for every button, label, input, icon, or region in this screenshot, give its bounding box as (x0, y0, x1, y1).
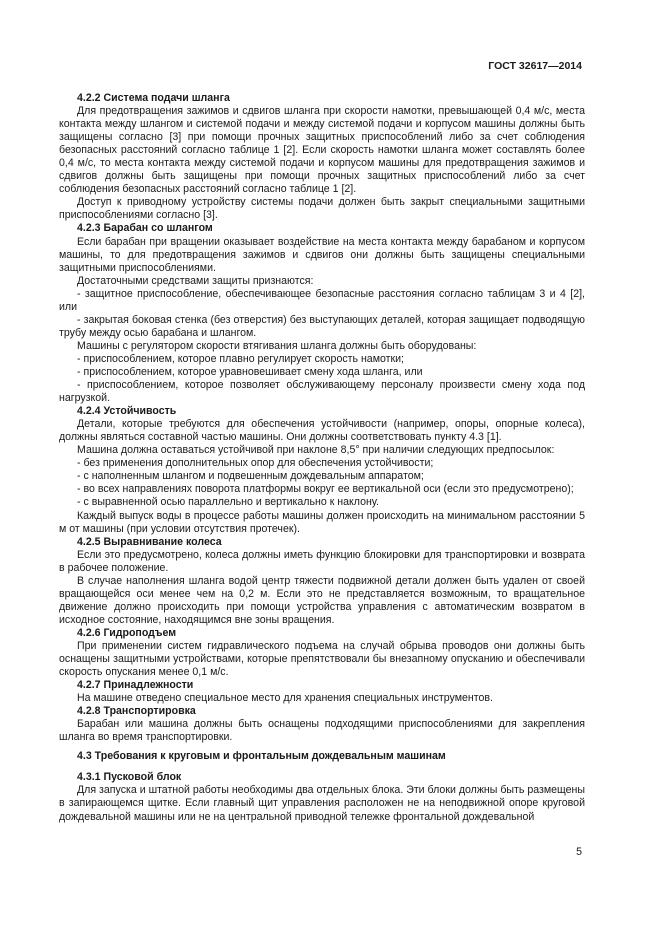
paragraph: Для запуска и штатной работы необходимы два отдельных блока. Эти блоки должны быть размещены в запирающемся щитке. Если главный щит управления расположен не на неподвижной опоре круговой дождевальной машины или не на центральной приводной тележке фронтальной дождевальной (59, 784, 585, 823)
paragraph: Если это предусмотрено, колеса должны иметь функцию блокировки для транспортировки и возврата в рабочее положение. (59, 548, 585, 574)
section-heading: 4.3 Требования к круговым и фронтальным дождевальным машинам (77, 750, 446, 763)
paragraph: - приспособлением, которое позволяет обслуживающему персоналу произвести смену хода под нагрузкой. (59, 379, 585, 405)
paragraph: - с наполненным шлангом и подвешенным дождевальным аппаратом; (77, 470, 424, 483)
document-code: ГОСТ 32617—2014 (488, 60, 582, 72)
document-body (59, 92, 585, 824)
paragraph: - приспособлением, которое плавно регулирует скорость намотки; (77, 352, 404, 365)
subsection-heading: 4.3.1 Пусковой блок (77, 771, 182, 784)
paragraph: При применении систем гидравлического подъема на случай обрыва проводов они должны быть оснащены защитными устройствами, которые препятствовали бы внезапному опусканию и обеспечивали скорость опускания менее 0,1 м/с. (59, 639, 585, 679)
subsection-heading: 4.2.7 Принадлежности (77, 679, 194, 692)
subsection-heading: 4.2.4 Устойчивость (77, 405, 177, 418)
paragraph: Барабан или машина должны быть оснащены подходящими приспособлениями для закрепления шланга во время транспортировки. (59, 718, 585, 744)
subsection-heading: 4.2.5 Выравнивание колеса (77, 535, 222, 548)
paragraph: Для предотвращения зажимов и сдвигов шланга при скорости намотки, превышающей 0,4 м/с, места контакта между шлангом и системой подачи и между системой подачи и корпусом машины должны быть защищены согласно [3] при помощи прочных защитных приспособлений либо за счет соблюдения безопасных расстояний согласно таблице 1 [2]. Если скорость намотки шланга может составлять более 0,4 м/с, то места контакта между системой подачи и корпусом машины для предотвращения зажимов и сдвигов должны быть защищены при помощи прочных защитных приспособлений либо за счет соблюдения безопасных расстояний согласно таблице 1 [2]. (59, 105, 585, 196)
paragraph: Машина должна оставаться устойчивой при наклоне 8,5° при наличии следующих предпосылок: (77, 444, 555, 457)
subsection-heading: 4.2.2 Система подачи шланга (77, 92, 230, 104)
paragraph: В случае наполнения шланга водой центр тяжести подвижной детали должен быть удален от своей вращающейся оси менее чем на 0,2 м. Если это не представляется возможным, то вращательное движение должно происходить при помощи устройства управления с автоматическим возвратом в исходное состояние, находящимся вне зоны вращения. (59, 574, 585, 626)
subsection-heading: 4.2.6 Гидроподъем (77, 626, 177, 639)
paragraph: Детали, которые требуются для обеспечения устойчивости (например, опоры, опорные колеса), должны являться составной частью машины. Они должны соответствовать пункту 4.3 [1]. (59, 418, 585, 444)
paragraph: - во всех направлениях поворота платформы вокруг ее вертикальной оси (если это предусмотрено); (77, 483, 574, 496)
paragraph: Доступ к приводному устройству системы подачи должен быть закрыт специальными защитными приспособлениями согласно [3]. (59, 196, 585, 222)
paragraph: Каждый выпуск воды в процессе работы машины должен происходить на минимальном расстоянии 5 м от машины (при условии отсутствия протечек). (59, 509, 585, 535)
subsection-heading: 4.2.3 Барабан со шлангом (77, 222, 213, 235)
paragraph: На машине отведено специальное место для хранения специальных инструментов. (77, 692, 493, 705)
paragraph: Достаточными средствами защиты признаются: (77, 274, 314, 287)
subsection-heading: 4.2.8 Транспортировка (77, 705, 196, 718)
paragraph: - с выравненной осью параллельно и вертикально к наклону. (77, 496, 379, 509)
paragraph: - защитное приспособление, обеспечивающее безопасные расстояния согласно таблицам 3 и 4 [2], или (59, 287, 585, 313)
paragraph: - приспособлением, которое уравновешивает смену хода шланга, или (77, 365, 423, 378)
page-number: 5 (576, 846, 582, 858)
paragraph: Машины с регулятором скорости втягивания шланга должны быть оборудованы: (77, 339, 477, 352)
paragraph: - закрытая боковая стенка (без отверстия) без выступающих деталей, которая защищает подводящую трубу между осью барабана и шлангом. (59, 313, 585, 339)
paragraph: Если барабан при вращении оказывает воздействие на места контакта между барабаном и корпусом машины, то для предотвращения зажимов и сдвигов они должны быть защищены специальными защитными приспособлениями. (59, 235, 585, 274)
paragraph: - без применения дополнительных опор для обеспечения устойчивости; (77, 457, 434, 470)
